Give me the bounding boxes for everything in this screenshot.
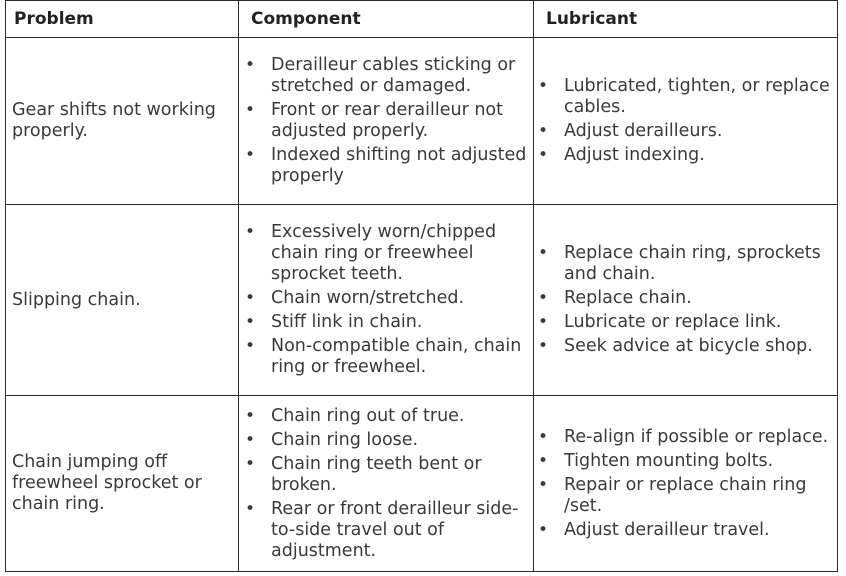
list-item: • Adjust derailleur travel.: [534, 520, 835, 541]
list-item: • Re-align if possible or replace.: [534, 427, 835, 448]
list-item: • Lubricate or replace link.: [534, 312, 835, 333]
list-item: • Chain worn/stretched.: [239, 288, 531, 309]
list-item: • Adjust derailleurs.: [534, 121, 835, 142]
list-item: • Repair or replace chain ring /set.: [534, 475, 835, 517]
header-component: Component: [239, 1, 534, 38]
component-list: [239, 406, 533, 562]
component-list: [239, 222, 533, 378]
component-cell: [239, 38, 534, 205]
lubricant-list: [534, 243, 837, 357]
list-item: • Tighten mounting bolts.: [534, 451, 835, 472]
problem-cell: Slipping chain.: [6, 205, 239, 396]
problem-cell: Chain jumping off freewheel sprocket or chain ring.: [6, 396, 239, 572]
list-item: • Non-compatible chain, chain ring or freewheel.: [239, 336, 531, 378]
component-cell: [239, 205, 534, 396]
list-item: • Lubricated, tighten, or replace cables.: [534, 76, 835, 118]
header-problem: Problem: [6, 1, 239, 38]
list-item: • Rear or front derailleur side-to-side travel out of adjustment.: [239, 499, 531, 562]
list-item: • Replace chain.: [534, 288, 835, 309]
header-lubricant: Lubricant: [534, 1, 838, 38]
table-row: [6, 396, 838, 572]
problem-cell: Gear shifts not working properly.: [6, 38, 239, 205]
lubricant-list: [534, 427, 837, 541]
table-row: [6, 38, 838, 205]
lubricant-list: [534, 76, 837, 166]
list-item: • Replace chain ring, sprockets and chain.: [534, 243, 835, 285]
lubricant-cell: [534, 205, 838, 396]
list-item: • Derailleur cables sticking or stretched or damaged.: [239, 55, 531, 97]
table-row: [6, 205, 838, 396]
list-item: • Chain ring teeth bent or broken.: [239, 454, 531, 496]
component-list: [239, 55, 533, 187]
list-item: • Chain ring out of true.: [239, 406, 531, 427]
lubricant-cell: [534, 38, 838, 205]
list-item: • Seek advice at bicycle shop.: [534, 336, 835, 357]
list-item: • Front or rear derailleur not adjusted properly.: [239, 100, 531, 142]
header-row: [6, 1, 838, 38]
list-item: • Chain ring loose.: [239, 430, 531, 451]
list-item: • Adjust indexing.: [534, 145, 835, 166]
component-cell: [239, 396, 534, 572]
lubricant-cell: [534, 396, 838, 572]
list-item: • Stiff link in chain.: [239, 312, 531, 333]
list-item: • Excessively worn/chipped chain ring or freewheel sprocket teeth.: [239, 222, 531, 285]
troubleshooting-table: [5, 0, 838, 572]
list-item: • Indexed shifting not adjusted properly: [239, 145, 531, 187]
